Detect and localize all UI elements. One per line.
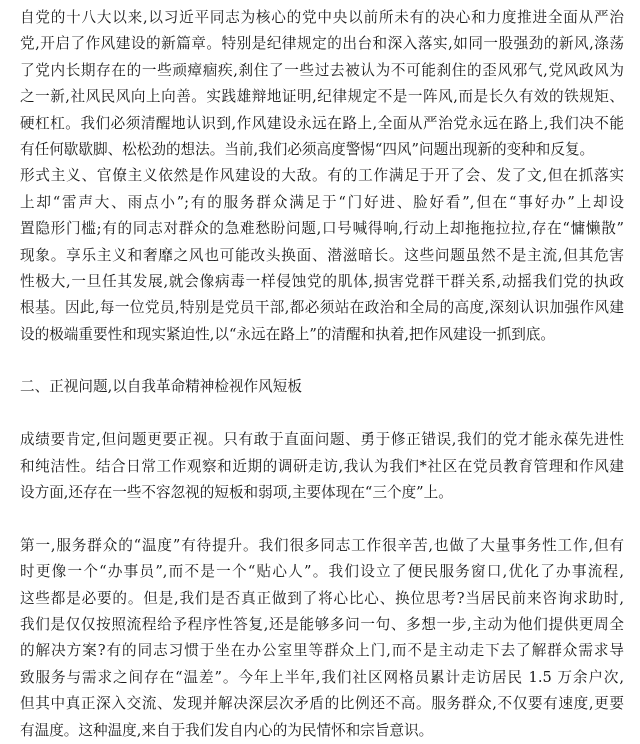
- paragraph-gap: [20, 348, 624, 374]
- text-line: 这些都是必要的。但是,我们是否真正做到了将心比心、换位思考?当居民前来咨询求助时,: [20, 589, 624, 607]
- text-line: 自党的十八大以来,以习近平同志为核心的党中央以前所未有的决心和力度推进全面从严治: [20, 9, 624, 26]
- text-line: 设的极端重要性和现实紧迫性,以“永远在路上”的清醒和执着,把作风建设一抓到底。: [20, 325, 555, 343]
- text-line: 上却“雷声大、雨点小”;有的服务群众满足于“门好进、脸好看”,但在“事好办”上却设: [20, 193, 624, 211]
- text-line: 形式主义、官僚主义依然是作风建设的大敌。有的工作满足于开了会、发了文,但在抓落实: [20, 167, 624, 185]
- text-line: 但其中真正深入交流、发现并解决深层次矛盾的比例还不高。服务群众,不仅要有速度,更要: [20, 695, 624, 713]
- text-line: 和纯洁性。结合日常工作观察和近期的调研走访,我认为我们*社区在党员教育管理和作风建: [20, 457, 624, 475]
- text-line: 我们是仅仅按照流程给予程序性答复,还是能够多问一句、多想一步,主动为他们提供更周全: [20, 615, 624, 633]
- section-heading: [20, 374, 624, 400]
- document-page: [20, 5, 624, 744]
- paragraph-gap: [20, 401, 624, 427]
- text-line: 根基。因此,每一位党员,特别是党员干部,都必须站在政治和全局的高度,深刻认识加强作风建: [20, 299, 624, 317]
- text-line: 第一,服务群众的“温度”有待提升。我们很多同志工作很辛苦,也做了大量事务性工作,但有: [20, 536, 624, 554]
- text-line: 有温度。这种温度,来自于我们发自内心的为民情怀和宗旨意识。: [20, 721, 434, 739]
- text-line: 时更像一个“办事员”,而不是一个“贴心人”。我们设立了便民服务窗口,优化了办事流程,: [20, 563, 624, 581]
- paragraph-problems: [20, 427, 624, 506]
- paragraph-intro: [20, 5, 624, 348]
- text-line: 了党内长期存在的一些顽瘴痼疾,刹住了一些过去被认为不可能刹住的歪风邪气,党风政风为: [20, 61, 624, 79]
- paragraph-first-point: [20, 533, 624, 744]
- text-line: 之一新,社风民风向上向善。实践雄辩地证明,纪律规定不是一阵风,而是长久有效的铁规矩、: [20, 88, 624, 106]
- text-line: 现象。享乐主义和奢靡之风也可能改头换面、潜滋暗长。这些问题虽然不是主流,但其危害: [20, 246, 624, 264]
- text-line: 成绩要肯定,但问题更要正视。只有敢于直面问题、勇于修正错误,我们的党才能永葆先进性: [20, 431, 624, 449]
- text-line: 硬杠杠。我们必须清醒地认识到,作风建设永远在路上,全面从严治党永远在路上,我们决不能: [20, 114, 624, 132]
- text-line: 性极大,一旦任其发展,就会像病毒一样侵蚀党的肌体,损害党群干群关系,动摇我们党的执政: [20, 272, 624, 290]
- text-line: 的解决方案?有的同志习惯于坐在办公室里等群众上门,而不是主动走下去了解群众需求导: [20, 642, 624, 660]
- text-line: 设方面,还存在一些不容忽视的短板和弱项,主要体现在“三个度”上。: [20, 484, 453, 502]
- paragraph-gap: [20, 506, 624, 532]
- text-line: 置隐形门槛;有的同志对群众的急难愁盼问题,口号喊得响,行动上却拖拖拉拉,存在“慵懒散”: [20, 220, 624, 238]
- text-line: 致服务与需求之间存在“温差”。今年上半年,我们社区网格员累计走访居民 1.5 万余户次,: [20, 668, 624, 686]
- text-line: 党,开启了作风建设的新篇章。特别是纪律规定的出台和深入落实,如同一股强劲的新风,涤荡: [20, 35, 624, 53]
- text-line: 有任何歇歇脚、松松劲的想法。当前,我们必须高度警惕“四风”问题出现新的变种和反复。: [20, 140, 595, 158]
- heading-line: 二、正视问题,以自我革命精神检视作风短板: [20, 378, 302, 396]
